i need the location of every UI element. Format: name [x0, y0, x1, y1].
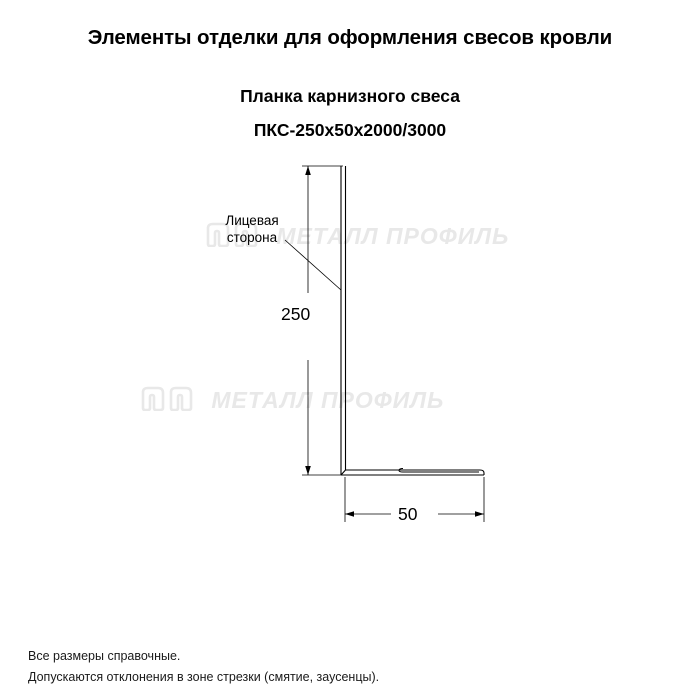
footer-note-1: Все размеры справочные. [28, 649, 181, 663]
dimension-label-width: 50 [398, 504, 418, 524]
product-name: Планка карнизного свеса [240, 86, 460, 106]
profile-outline [341, 166, 484, 475]
face-side-label-line2: сторона [226, 230, 278, 245]
face-side-label-line1: Лицевая [225, 213, 279, 228]
footer-notes [28, 646, 379, 688]
watermark-text: МЕТАЛЛ ПРОФИЛЬ [276, 223, 510, 249]
technical-drawing [0, 150, 700, 590]
dimension-label-height: 250 [281, 304, 311, 324]
watermark-text: МЕТАЛЛ ПРОФИЛЬ [211, 387, 445, 413]
product-code: ПКС-250х50х2000/3000 [253, 120, 447, 140]
face-side-label [212, 212, 292, 246]
footer-note-2: Допускаются отклонения в зоне стрезки (смятие, заусенцы). [28, 670, 380, 684]
page-title: Элементы отделки для оформления свесов кровли [87, 26, 613, 49]
leader-line-face [285, 240, 341, 290]
